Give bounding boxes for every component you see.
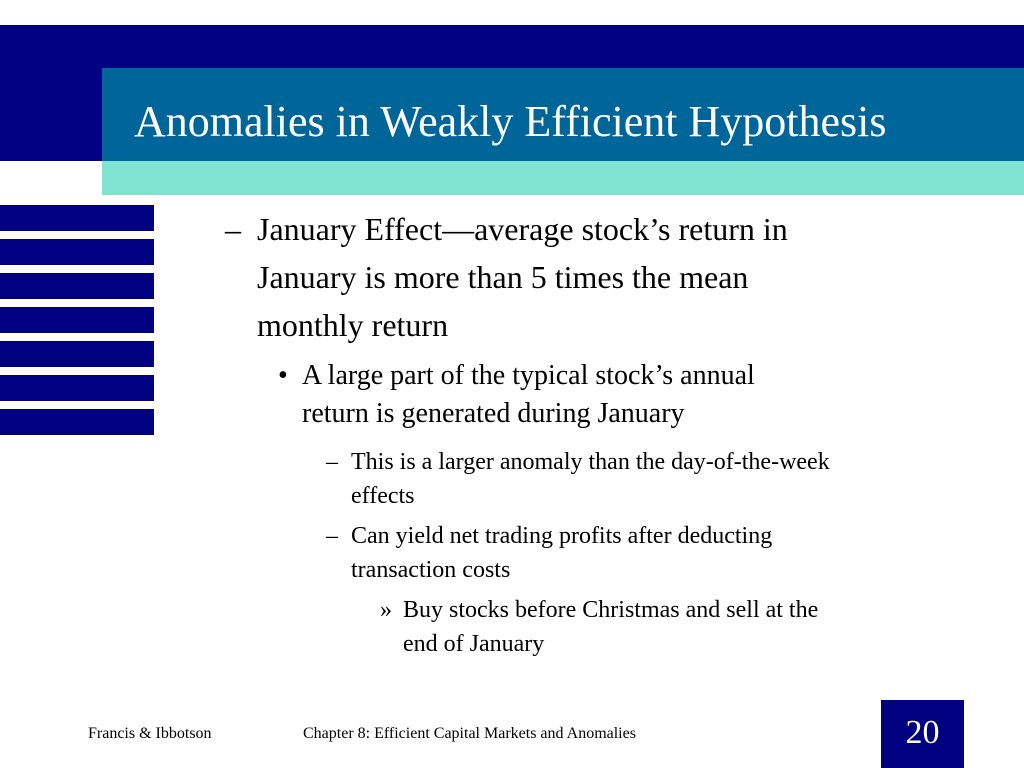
decorative-stripe	[0, 341, 154, 367]
footer-authors: Francis & Ibbotson	[88, 725, 212, 742]
bullet-text-line: effects	[351, 483, 415, 509]
bullet-text-line: This is a larger anomaly than the day-of-the-week	[351, 449, 830, 475]
bullet-text-line: return is generated during January	[302, 398, 685, 429]
bullet-marker: »	[380, 597, 392, 623]
accent-band	[102, 161, 1024, 195]
decorative-stripe	[0, 273, 154, 299]
bullet-text-line: transaction costs	[351, 557, 511, 583]
decorative-stripe	[0, 239, 154, 265]
header-left-block	[0, 68, 102, 161]
title-band	[102, 68, 1024, 161]
bullet-text-line: A large part of the typical stock’s annual	[302, 360, 755, 391]
bullet-text-line: Buy stocks before Christmas and sell at the	[403, 597, 819, 623]
bullet-marker: –	[326, 449, 338, 475]
header-navy-bar	[0, 25, 1024, 68]
page-number: 20	[881, 700, 964, 768]
decorative-stripe	[0, 205, 154, 231]
bullet-text-line: January Effect—average stock’s return in	[257, 211, 788, 247]
decorative-stripe	[0, 375, 154, 401]
bullet-text-line: monthly return	[257, 307, 449, 343]
bullet-text-line: Can yield net trading profits after deducting	[351, 523, 773, 549]
decorative-stripe	[0, 307, 154, 333]
bullet-marker: –	[225, 211, 241, 247]
footer-chapter: Chapter 8: Efficient Capital Markets and Anomalies	[303, 725, 636, 742]
bullet-marker: –	[326, 523, 338, 549]
slide-title: Anomalies in Weakly Efficient Hypothesis	[134, 97, 887, 146]
bullet-text-line: end of January	[403, 631, 545, 657]
bullet-marker: •	[278, 360, 288, 391]
bullet-text-line: January is more than 5 times the mean	[257, 259, 749, 295]
decorative-stripe	[0, 409, 154, 435]
